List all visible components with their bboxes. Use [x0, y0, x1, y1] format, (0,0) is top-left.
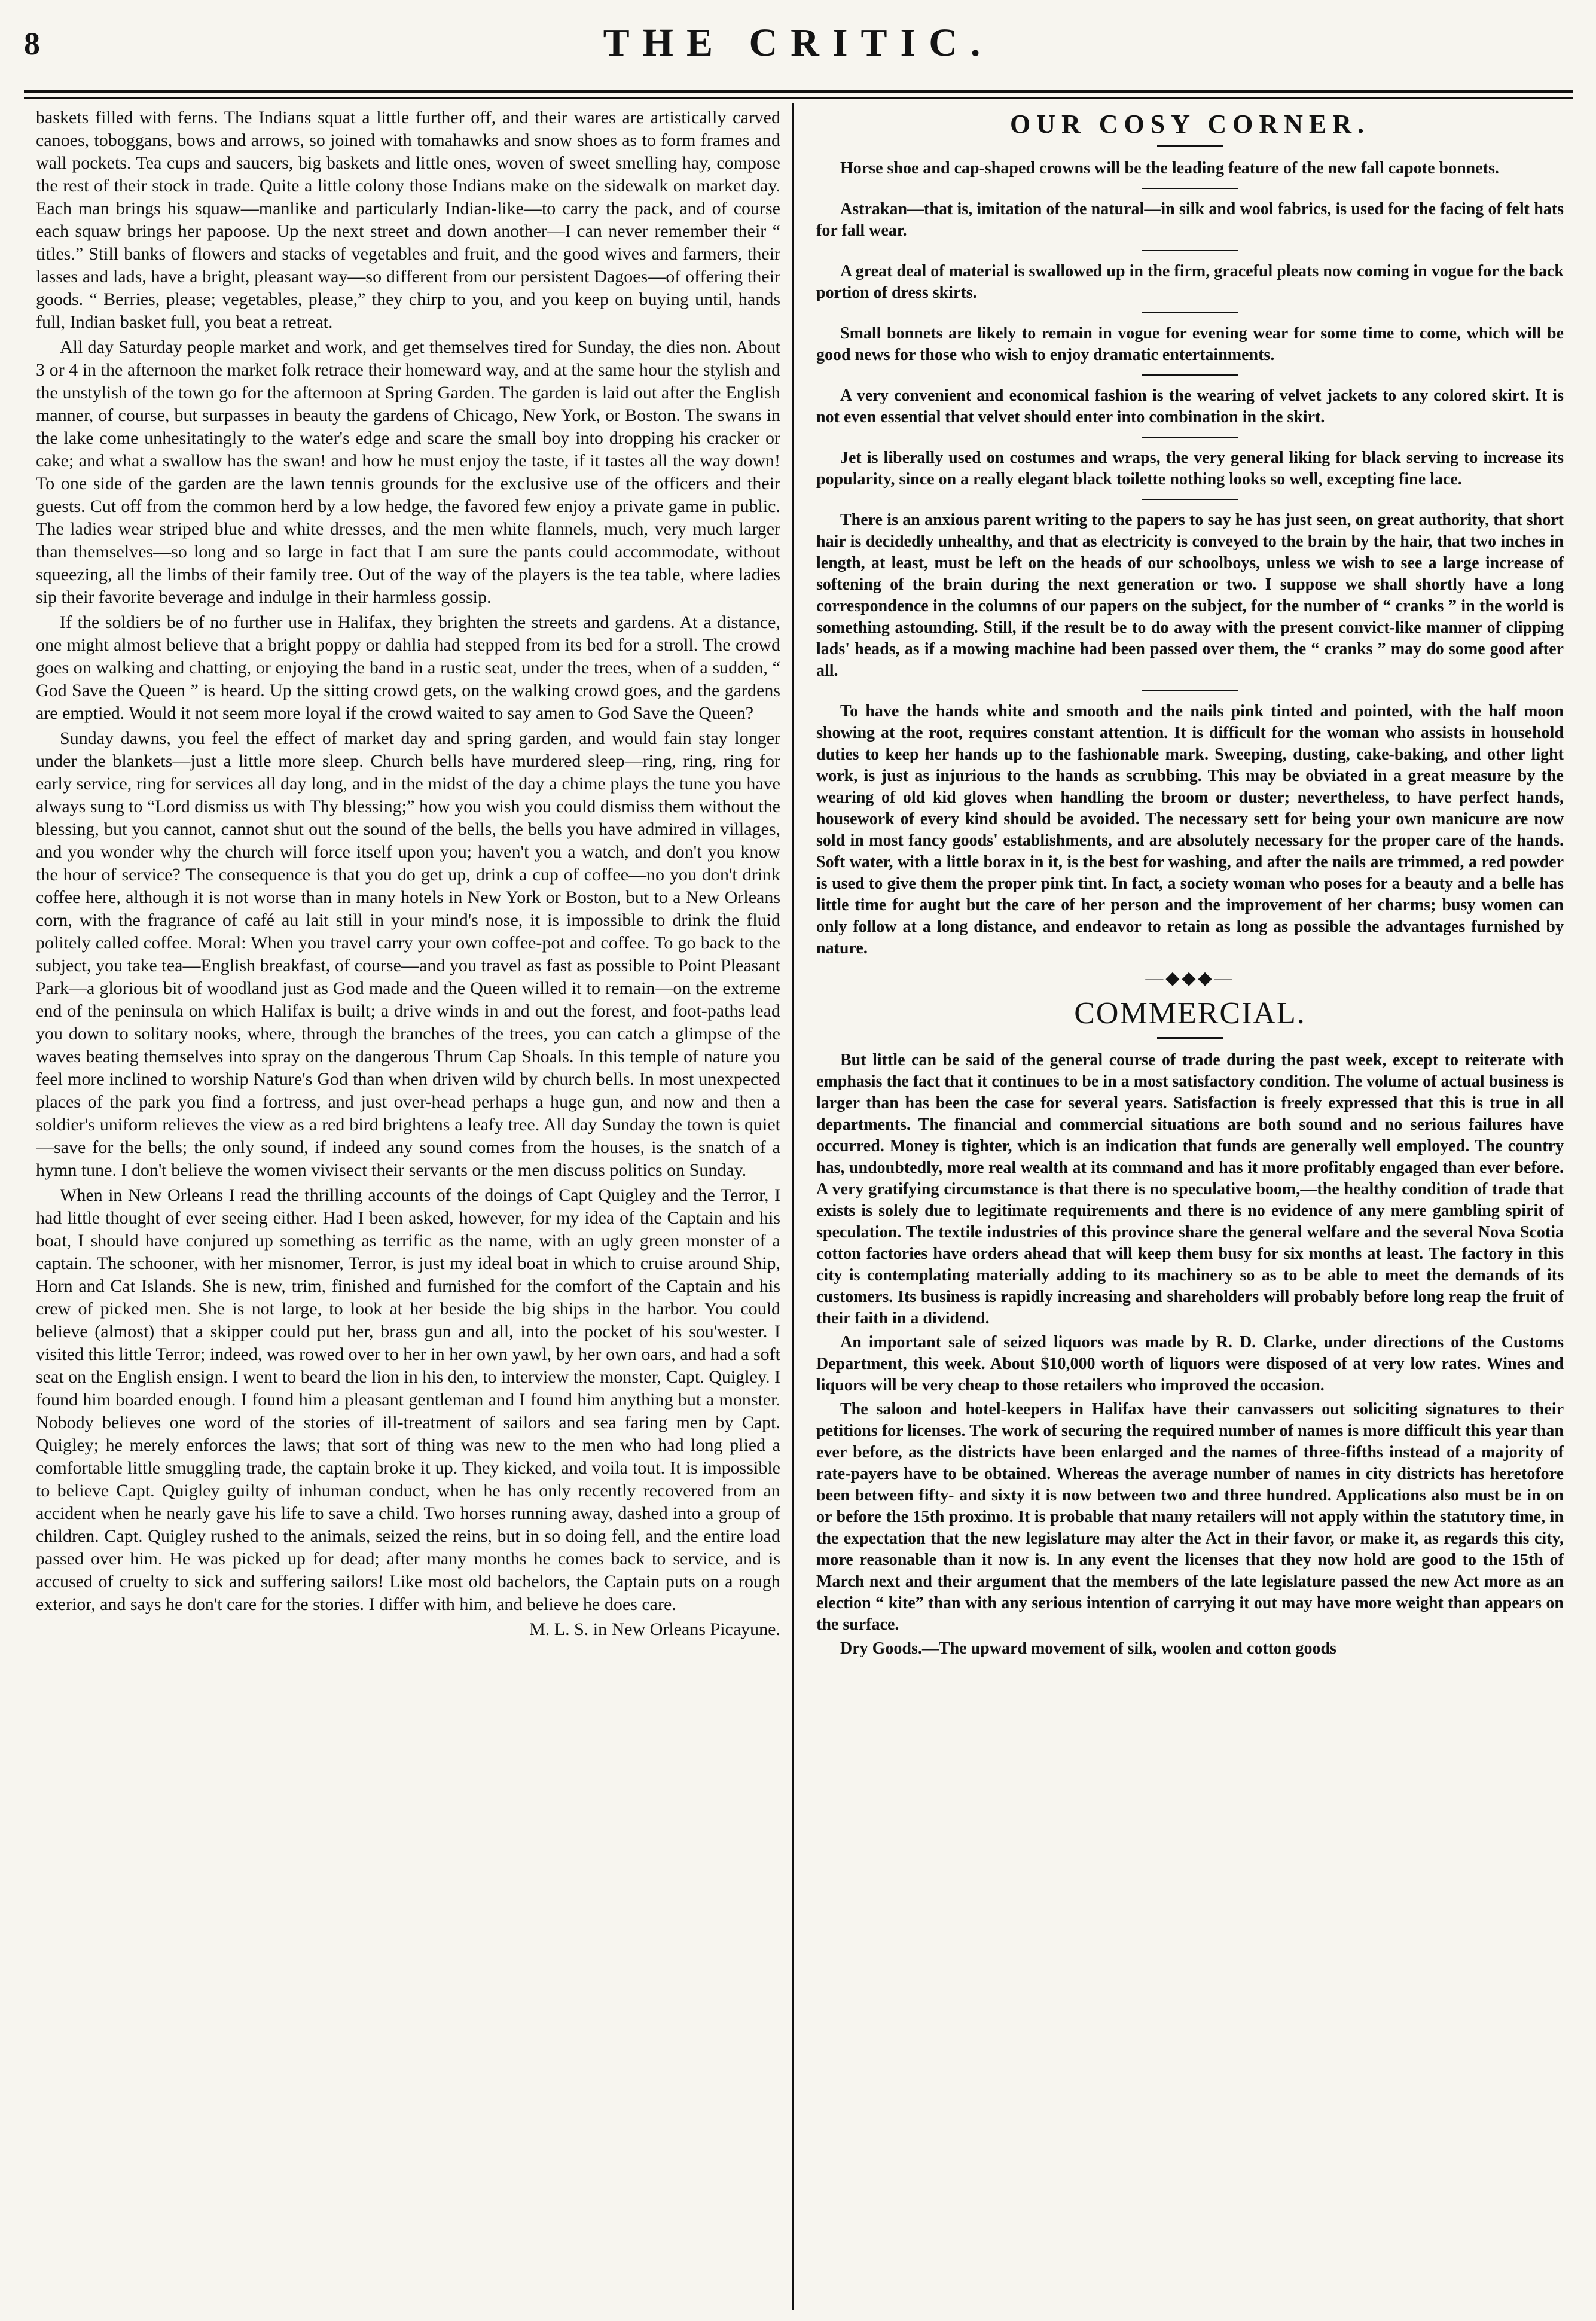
item-separator [1142, 499, 1238, 500]
cosy-item: Jet is liberally used on costumes and wraps, the very general liking for black serving to increase its popularity, since on a really elegant black toilette nothing looks so well, excepting fine lace. [816, 449, 1564, 489]
article-paragraph: When in New Orleans I read the thrilling accounts of the doings of Capt Quigley and the Terror, I had little thought of ever seeing either. Had I been asked, however, for my idea of the Captain and his boat, I should have conjured up something as terrific as the name, with an ugly green monster of a captain. The schooner, with her misnomer, Terror, is just my ideal boat in which to cruise around Ship, Horn and Cat Islands. She is new, trim, finished and furnished for the comfort of the Captain and his crew of picked men. She is not large, to look at her beside the big ships in the harbor. You could believe (almost) that a skipper could put her, brass gun and all, into the pocket of his sou'wester. I visited this little Terror; indeed, was rowed over to her in her own yawl, by her own oars, and had a soft seat on the English ensign. I went to beard the lion in his den, to interview the monster, Capt. Quigley. I found him boarded enough. I found him a pleasant gentleman and I found him anything but a monster. Nobody believes one word of the stories of ill-treatment of sailors and sea faring men by Capt. Quigley; he merely enforces the laws; that sort of thing was new to the men who had long plied a comfortable little smuggling trade, the captain broke it up. They kicked, and voila tout. It is impossible to believe Capt. Quigley guilty of inhuman conduct, when he has only recently recovered from an accident when he nearly gave his life to save a child. Two horses running away, dashed into a group of children. Capt. Quigley rushed to the animals, seized the reins, but in so doing fell, and the entire load passed over him. He was picked up for dead; after many months he comes back to service, and is accused of cruelty to sick and suffering sailors! Like most old bachelors, the Captain puts on a rough exterior, and says he don't care for the stories. I differ with him, and believe he does care. [36, 1185, 780, 1614]
masthead-title: THE CRITIC. [603, 21, 994, 65]
item-separator [1142, 690, 1238, 691]
cosy-item: Astrakan—that is, imitation of the natural—in silk and wool fabrics, is used for the facing of felt hats for fall wear. [816, 200, 1564, 240]
cosy-item: To have the hands white and smooth and the nails pink tinted and pointed, with the half moon showing at the root, requires constant attention. It is difficult for the woman who assists in household duties to keep her hands up to the fashionable mark. Sweeping, dusting, cake-baking, and other light work, is just as injurious to the hands as scrubbing. This may be obviated in a great measure by the wearing of old kid gloves when handling the broom or duster; nevertheless, to have perfect hands, housework of every kind should be avoided. The necessary sett for being your own manicure are now sold in most fancy goods' establishments, and are absolutely necessary for the proper care of the hands. Soft water, with a little borax in it, is the best for washing, and after the nails are trimmed, a red powder is used to give them the proper pink tint. In fact, a society woman who poses for a beauty and a belle has little time for aught but the care of her person and the improvement of her charms; busy women can only follow at a long distance, and endeavor to retain as long as possible the advantages furnished by nature. [816, 702, 1564, 957]
commercial-paragraph: Dry Goods.—The upward movement of silk, woolen and cotton goods [840, 1639, 1336, 1658]
article-paragraph: Sunday dawns, you feel the effect of market day and spring garden, and would fain stay longer under the blankets—just a little more sleep. Church bells have murdered sleep—ring, ring, ring for early service, ring for services all day long, and in the midst of the day a chime plays the tune you have always sung to “Lord dismiss us with Thy blessing;” how you wish you could dismiss them without the blessing, but you cannot, cannot shut out the sound of the bells, the bells you have admired in villages, and you wonder why the church will force itself upon you; haven't you a watch, and don't you know the hour of service? The consequence is that you do get up, drink a cup of coffee—no you don't drink coffee here, although it is not worse than in many hotels in New York or Boston, but to a New Orleans corn, with the fragrance of café au lait still in your mind's nose, it is impossible to drink the fluid politely called coffee. Moral: When you travel carry your own coffee-pot and coffee. To go back to the subject, you take tea—English breakfast, of course—and you travel as fast as possible to Point Pleasant Park—a glorious bit of woodland just as God made and the Queen willed it to remain—on the extreme end of the peninsula on which Halifax is built; a drive winds in and out the forest, and foot-paths lead you down to solitary nooks, where, through the branches of the trees, you can catch a glimpse of the waves beating themselves into spray on the dangerous Thrum Cap Shoals. In this temple of nature you feel more inclined to worship Nature's God than when driven wild by church bells. In most unexpected places of the park you find a fortress, and just over-head perhaps a huge gun, and now and then a soldier's uniform relieves the view as a red bird brightens a leafy tree. All day Sunday the town is quiet—save for the bells; the only sound, if indeed any sound comes from the houses, is the snatch of a hymn tune. I don't believe the women vivisect their servants or the men discuss politics on Sunday. [36, 728, 780, 1180]
article-paragraph: baskets filled with ferns. The Indians squat a little further off, and their wares are artistically carved canoes, toboggans, bows and arrows, so joined with tomahawks and snow shoes as to form frames and wall pockets. Tea cups and saucers, big baskets and little ones, woven of sweet smelling hay, compose the rest of their stock in trade. Quite a little colony those Indians make on the sidewalk on market day. Each man brings his squaw—manlike and particularly Indian-like—to carry the pack, and of course each squaw brings her papoose. Up the next street and down another—I can never remember their “ titles.” Still banks of flowers and stacks of vegetables and fruit, and the good wives and farmers, their lasses and lads, have a bright, pleasant way—so different from our persistent Dagoes—of offering their goods. “ Berries, please; vegetables, please,” they chirp to you, and you keep on buying until, hands full, Indian basket full, you beat a retreat. [36, 108, 780, 332]
page-header [24, 13, 1573, 79]
item-separator [1142, 188, 1238, 189]
cosy-item: A great deal of material is swallowed up in the firm, graceful pleats now coming in vogue for the back portion of dress skirts. [816, 262, 1564, 302]
commercial-paragraph: An important sale of seized liquors was made by R. D. Clarke, under directions of the Customs Department, this week. About $10,000 worth of liquors were disposed of at very low rates. Wines and liquors will be very cheap to those retailers who improved the occasion. [816, 1333, 1564, 1395]
header-rule-thin [24, 97, 1573, 99]
header-rule-thick [24, 90, 1573, 93]
cosy-item: Horse shoe and cap-shaped crowns will be the leading feature of the new fall capote bonnets. [840, 159, 1499, 178]
section-ornament: —◆◆◆— [1145, 968, 1235, 988]
article-paragraph: All day Saturday people market and work, and get themselves tired for Sunday, the dies non. About 3 or 4 in the afternoon the market folk retrace their homeward way, and at the same hour the stylish and the unstylish of the town go for the afternoon at Spring Garden. The garden is laid out after the English manner, of course, but surpasses in beauty the gardens of Chicago, New York, or Boston. The swans in the lake come unhesitatingly to the water's edge and scare the small boy into dropping his cracker or cake; and what a swallow has the swan! and how he must enjoy the taste, if it tastes all the way down! To one side of the garden are the lawn tennis grounds for the exclusive use of the officers and their guests. Cut off from the common herd by a low hedge, the favored few enjoy a private game in public. The ladies wear striped blue and white dresses, and the men white flannels, much, very much larger than themselves—so long and so large in fact that I am sure the pants could accommodate, without squeezing, all the limbs of their family tree. Out of the way of the players is the tea table, where ladies sip their favorite beverage and indulge in their harmless gossip. [36, 337, 780, 607]
cosy-item: Small bonnets are likely to remain in vogue for evening wear for some time to come, which will be good news for those who wish to enjoy dramatic entertainments. [816, 324, 1564, 364]
section-rule [1157, 145, 1223, 147]
article-signature: M. L. S. in New Orleans Picayune. [529, 1619, 780, 1639]
item-separator [1142, 250, 1238, 251]
section-heading-commercial: COMMERCIAL. [1074, 996, 1306, 1030]
item-separator [1142, 437, 1238, 438]
section-rule [1157, 1037, 1223, 1039]
right-column [816, 106, 1564, 2307]
left-column [36, 106, 780, 2307]
column-divider [792, 103, 794, 2310]
commercial-paragraph: The saloon and hotel-keepers in Halifax have their canvassers out soliciting signatures to their petitions for licenses. The work of securing the required number of names is more difficult this year than ever before, as the districts have been enlarged and the names of three-fifths instead of a majority of rate-payers have to be obtained. Whereas the average number of names in city districts has heretofore been between fifty- and sixty it is now between two and three hundred. Applications also must be in on or before the 15th proximo. It is probable that many retailers will not apply within the statutory time, in the expectation that the new legislature may alter the Act in their favor, or make it, as regards this city, more reasonable than it now is. In any event the licenses that they now hold are good to the 15th of March next and their argument that the members of the late legislature passed the new Act more as an election “ kite” than with any serious intention of carrying it out may have more weight than appears on the surface. [816, 1400, 1564, 1634]
item-separator [1142, 374, 1238, 376]
item-separator [1142, 312, 1238, 313]
article-paragraph: If the soldiers be of no further use in Halifax, they brighten the streets and gardens. At a distance, one might almost believe that a bright poppy or dahlia had stepped from its bed for a stroll. The crowd goes on walking and chatting, or enjoying the band in a rustic seat, under the trees, when of a sudden, “ God Save the Queen ” is heard. Up the sitting crowd gets, on the walking crowd goes, and the gardens are emptied. Would it not seem more loyal if the crowd waited to say amen to God Save the Queen? [36, 612, 780, 723]
page-number: 8 [24, 26, 40, 62]
section-heading-cosy-corner: OUR COSY CORNER. [1009, 109, 1371, 139]
commercial-paragraph: But little can be said of the general course of trade during the past week, except to reiterate with emphasis the fact that it continues to be in a most satisfactory condition. The volume of actual business is larger than has been the case for several years. Satisfaction is freely expressed that this is true in all departments. The financial and commercial situations are both sound and no serious failures have occurred. Money is tighter, which is an indication that funds are generally well employed. The country has, undoubtedly, more real wealth at its command and has it more profitably engaged than ever before. A very gratifying circumstance is that there is no speculative boom,—the healthy condition of trade that exists is solely due to legitimate requirements and there is no evidence of any mere gambling spirit of speculation. The textile industries of this province share the general welfare and the several Nova Scotia cotton factories have orders ahead that will keep them busy for six months at least. The factory in this city is contemplating materially adding to its machinery so as to be able to meet the demands of its customers. Its business is rapidly increasing and shareholders will probably before long reap the fruit of their faith in a dividend. [816, 1051, 1564, 1328]
cosy-item: There is an anxious parent writing to the papers to say he has just seen, on great authority, that short hair is decidedly unhealthy, and that as electricity is conveyed to the brain by the hair, that two inches in length, at least, must be left on the heads of our schoolboys, unless we wish to see a large increase of softening of the brain during the next generation or two. I suppose we shall shortly have a long correspondence in the columns of our papers on the subject, for the number of “ cranks ” in the world is something astounding. Still, if the result be to do away with the present convict-like manner of clipping lads' heads, as if a mowing machine had been passed over them, the “ cranks ” may do some good after all. [816, 511, 1564, 680]
cosy-item: A very convenient and economical fashion is the wearing of velvet jackets to any colored skirt. It is not even essential that velvet should enter into combination in the skirt. [816, 386, 1564, 426]
